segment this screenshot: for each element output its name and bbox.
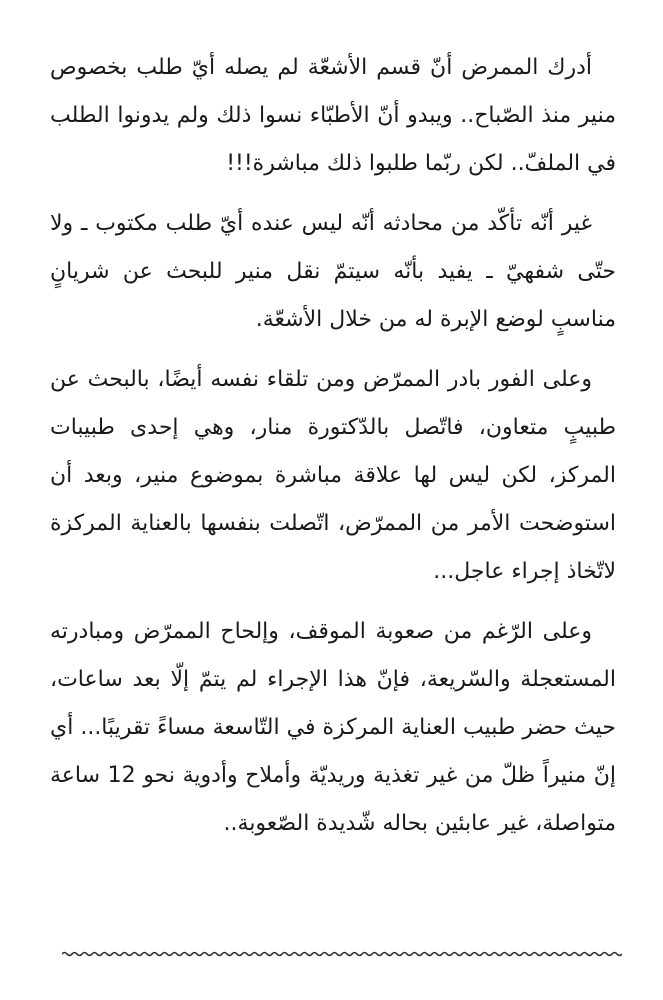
paragraph-1: أدرك الممرض أنّ قسم الأشعّة لم يصله أيّ طلب بخصوص منير منذ الصّباح.. ويبدو أنّ الأطبّاء نسوا ذلك ولم يدونوا الطلب في الملفّ.. لكن ربّما طلبوا ذلك مباشرة!!! (50, 55, 616, 176)
article-body (50, 44, 616, 860)
paragraph-3: وعلى الفور بادر الممرّض ومن تلقاء نفسه أيضًا، بالبحث عن طبيبٍ متعاون، فاتّصل بالدّكتورة منار، وهي إحدى طبيبات المركز، لكن ليس لها علاقة مباشرة بموضوع منير، وبعد أن استوضحت الأمر من الممرّض، اتّصلت بنفسها بالعناية المركزة لاتّخاذ إجراء عاجل... (50, 367, 616, 584)
paragraph-2: غير أنّه تأكّد من محادثه أنّه ليس عنده أيّ طلب مكتوب ـ ولا حتّى شفهيّ ـ يفيد بأنّه سيتمّ نقل منير للبحث عن شريانٍ مناسبٍ لوضع الإبرة له من خلال الأشعّة. (50, 211, 616, 332)
wavy-divider (62, 948, 622, 960)
paragraph-4: وعلى الرّغم من صعوبة الموقف، وإلحاح الممرّض ومبادرته المستعجلة والسّريعة، فإنّ هذا الإجراء لم يتمّ إلّا بعد ساعات، حيث حضر طبيب العناية المركزة في التّاسعة مساءً تقريبًا... أي إنّ منيراً ظلّ من غير تغذية وريديّة وأملاح وأدوية نحو 12 ساعة متواصلة، غير عابئين بحاله شّديدة الصّعوبة.. (50, 619, 616, 836)
